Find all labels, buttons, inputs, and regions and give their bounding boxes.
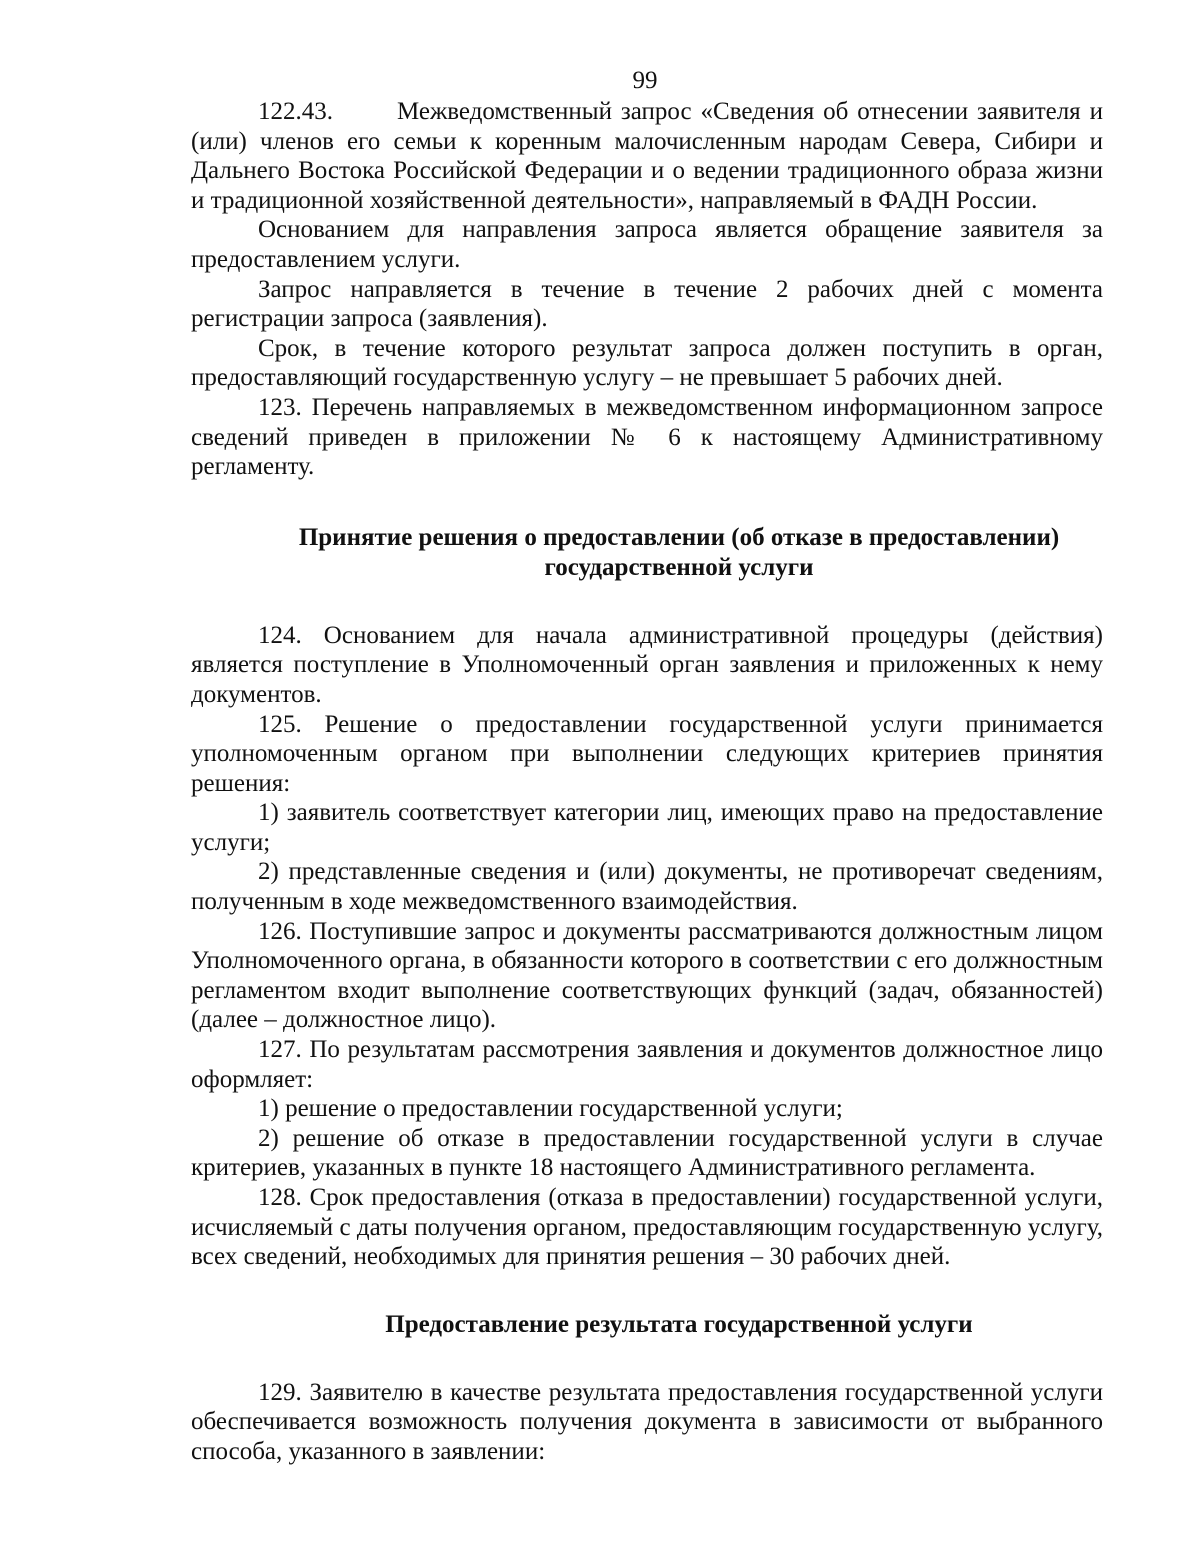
section-heading-decision: Принятие решения о предоставлении (об отказе в предоставлении) государственной услуги [298,523,1060,581]
paragraph-122-43 [191,97,1103,215]
paragraph-127: 127. По результатам рассмотрения заявления и документов должностное лицо оформляет: [191,1036,1103,1093]
paragraph-125-item-1: 1) заявитель соответствует категории лиц, имеющих право на предоставление услуги; [191,799,1103,856]
paragraph-basis: Основанием для направления запроса является обращение заявителя за предоставлением услуги. [191,216,1103,273]
item-number-122-43: 122.43. [258,98,333,125]
paragraph-129: 129. Заявителю в качестве результата предоставления государственной услуги обеспечивается возможность получения документа в зависимости от выбранного способа, указанного в заявлении: [191,1378,1103,1465]
paragraph-124: 124. Основанием для начала административной процедуры (действия) является поступление в Уполномоченный орган заявления и приложенных к нему документов. [191,621,1103,708]
paragraph-123: 123. Перечень направляемых в межведомственном информационном запросе сведений приведен в приложении № 6 к настоящему Административному регламенту. [191,393,1103,481]
paragraph-125: 125. Решение о предоставлении государственной услуги принимается уполномоченным органом при выполнении следующих критериев принятия решения: [191,710,1103,797]
section-heading-result: Предоставление результата государственной услуги [385,1310,973,1338]
paragraph-126: 126. Поступившие запрос и документы рассматриваются должностным лицом Уполномоченного органа, в обязанности которого в соответствии с его должностным регламентом входит выполнение соответствующих функций (задач, обязанностей) (далее – должностное лицо). [191,917,1103,1034]
page-number: 99 [632,67,658,94]
paragraph-127-item-2: 2) решение об отказе в предоставлении государственной услуги в случае критериев, указанных в пункте 18 настоящего Административного регламента. [191,1124,1103,1182]
paragraph-127-item-1: 1) решение о предоставлении государственной услуги; [258,1095,843,1123]
paragraph-125-item-2: 2) представленные сведения и (или) документы, не противоречат сведениям, полученным в ходе межведомственного взаимодействия. [191,858,1103,916]
paragraph-128: 128. Срок предоставления (отказа в предоставлении) государственной услуги, исчисляемый с даты получения органом, предоставляющим государственную услугу, всех сведений, необходимых для принятия решения – 30 рабочих дней. [191,1184,1103,1271]
paragraph-response-term: Срок, в течение которого результат запроса должен поступить в орган, предоставляющий государственную услугу – не превышает 5 рабочих дней. [191,334,1103,392]
paragraph-request-deadline: Запрос направляется в течение в течение 2 рабочих дней с момента регистрации запроса (заявления). [191,275,1103,333]
document-body [191,97,1103,1467]
paragraph-122-43-text: Межведомственный запрос «Сведения об отнесении заявителя и (или) членов его семьи к коренным малочисленным народам Севера, Сибири и Дальнего Востока Российской Федерации и о ведении традиционного образа жизни и традиционной хозяйственной деятельности», направляемый в ФАДН России. [191,98,1103,214]
